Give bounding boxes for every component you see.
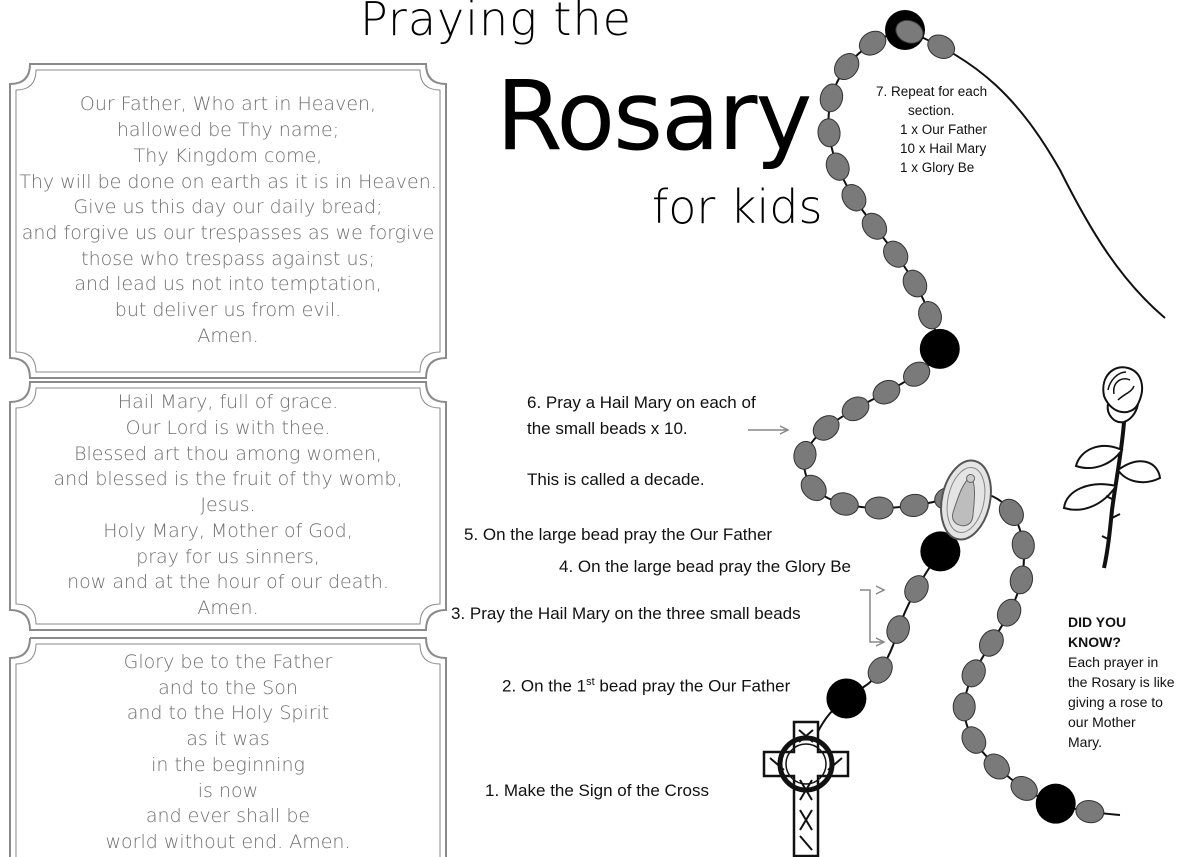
title-line-3: for kids bbox=[652, 180, 823, 234]
prayer-line: pray for us sinners, bbox=[136, 545, 320, 568]
small-bead bbox=[993, 595, 1025, 630]
prayer-line: Blessed art thou among women, bbox=[74, 442, 382, 465]
step-2-superscript: st bbox=[586, 676, 595, 688]
small-bead bbox=[958, 656, 990, 691]
bracket-step-3-heads bbox=[876, 586, 884, 646]
prayer-line: Jesus. bbox=[200, 494, 256, 517]
prayer-line: Thy Kingdom come, bbox=[133, 144, 323, 167]
step-6-line-1: 6. Pray a Hail Mary on each of bbox=[527, 393, 756, 412]
small-bead bbox=[817, 118, 842, 148]
did-you-know-text: the Rosary is like bbox=[1068, 674, 1175, 690]
miraculous-medal-icon bbox=[934, 456, 998, 544]
prayer-line: and to the Son bbox=[158, 676, 298, 699]
large-bead bbox=[920, 329, 960, 369]
prayer-line: Glory be to the Father bbox=[123, 651, 333, 673]
step-7 bbox=[860, 82, 1010, 177]
celtic-cross-icon bbox=[764, 722, 848, 856]
prayer-line: Amen. bbox=[197, 324, 259, 347]
small-bead bbox=[957, 722, 990, 757]
step-7-line: 10 x Hail Mary bbox=[900, 141, 987, 156]
prayer-line: and blessed is the fruit of thy womb, bbox=[53, 468, 403, 491]
title-line-2: Rosary bbox=[496, 60, 811, 172]
step-2 bbox=[502, 676, 790, 697]
large-bead bbox=[826, 679, 866, 719]
small-bead bbox=[884, 613, 913, 646]
prayer-line: and lead us not into temptation, bbox=[74, 273, 382, 296]
prayer-line: and to the Holy Spirit bbox=[126, 702, 330, 725]
step-6-line-2: the small beads x 10. bbox=[527, 419, 688, 438]
small-bead bbox=[855, 26, 890, 59]
prayer-line: Amen. bbox=[197, 596, 259, 619]
did-you-know-heading: KNOW? bbox=[1068, 634, 1121, 650]
step-7-line: section. bbox=[908, 103, 955, 118]
did-you-know-box bbox=[1068, 612, 1198, 752]
step-2-text: 2. On the 1 bbox=[502, 676, 587, 696]
prayer-line: now and at the hour of our death. bbox=[67, 571, 389, 594]
did-you-know-text: Mary. bbox=[1068, 734, 1102, 750]
prayer-line: Thy will be done on earth as it is in Heaven. bbox=[19, 170, 437, 193]
prayer-line: and forgive us our trespasses as we forgive bbox=[21, 222, 435, 244]
small-bead bbox=[822, 150, 853, 184]
did-you-know-text: Each prayer in bbox=[1068, 654, 1159, 670]
small-bead bbox=[869, 376, 904, 409]
prayer-line: Our Lord is with thee. bbox=[125, 417, 331, 440]
small-bead bbox=[899, 493, 930, 519]
rose-icon bbox=[1064, 367, 1160, 568]
step-3: 3. Pray the Hail Mary on the three small beads bbox=[451, 604, 801, 623]
small-bead bbox=[792, 440, 818, 471]
step-5: 5. On the large bead pray the Our Father bbox=[464, 525, 773, 544]
step-7-line: 1 x Our Father bbox=[900, 122, 988, 137]
prayer-line: Give us this day our daily bread; bbox=[73, 196, 383, 219]
prayer-line: and ever shall be bbox=[145, 805, 311, 828]
small-bead bbox=[1074, 799, 1105, 825]
did-you-know-heading: DID YOU bbox=[1068, 614, 1127, 630]
small-bead bbox=[838, 392, 873, 425]
prayer-line: as it was bbox=[186, 728, 270, 751]
bracket-step-3 bbox=[860, 590, 884, 642]
did-you-know-text: our Mother bbox=[1068, 714, 1136, 730]
prayer-line: those who trespass against us; bbox=[81, 247, 375, 270]
small-bead bbox=[898, 266, 931, 301]
prayer-line: hallowed be Thy name; bbox=[116, 119, 340, 142]
prayer-line: but deliver us from evil. bbox=[114, 299, 342, 322]
small-bead bbox=[857, 208, 892, 244]
small-bead bbox=[924, 30, 959, 63]
prayer-line: Holy Mary, Mother of God, bbox=[103, 519, 353, 542]
title-line-1: Praying the bbox=[360, 0, 632, 46]
small-bead bbox=[879, 236, 913, 272]
small-bead bbox=[1008, 564, 1036, 596]
small-bead bbox=[796, 470, 831, 505]
prayer-line: world without end. Amen. bbox=[105, 830, 351, 853]
step-6-line-3: This is called a decade. bbox=[527, 470, 705, 489]
small-bead bbox=[915, 298, 945, 332]
step-2-text-end: bead pray the Our Father bbox=[594, 676, 791, 696]
small-bead bbox=[1011, 530, 1036, 560]
small-bead bbox=[817, 82, 845, 115]
small-bead bbox=[865, 497, 893, 519]
large-bead bbox=[1036, 784, 1076, 824]
prayer-line: is now bbox=[197, 779, 259, 802]
step-4: 4. On the large bead pray the Glory Be bbox=[559, 557, 852, 576]
step-7-line: 7. Repeat for each bbox=[876, 84, 988, 99]
prayer-line: in the beginning bbox=[151, 753, 305, 776]
small-bead bbox=[828, 490, 860, 518]
small-bead bbox=[975, 625, 1008, 660]
small-bead bbox=[900, 571, 933, 606]
small-bead bbox=[837, 180, 871, 215]
step-7-line: 1 x Glory Be bbox=[900, 160, 975, 175]
prayer-line: Hail Mary, full of grace. bbox=[117, 391, 339, 414]
step-1: 1. Make the Sign of the Cross bbox=[485, 781, 709, 800]
did-you-know-text: giving a rose to bbox=[1068, 694, 1163, 710]
prayer-line: Our Father, Who art in Heaven, bbox=[79, 93, 377, 116]
small-bead bbox=[953, 693, 975, 721]
